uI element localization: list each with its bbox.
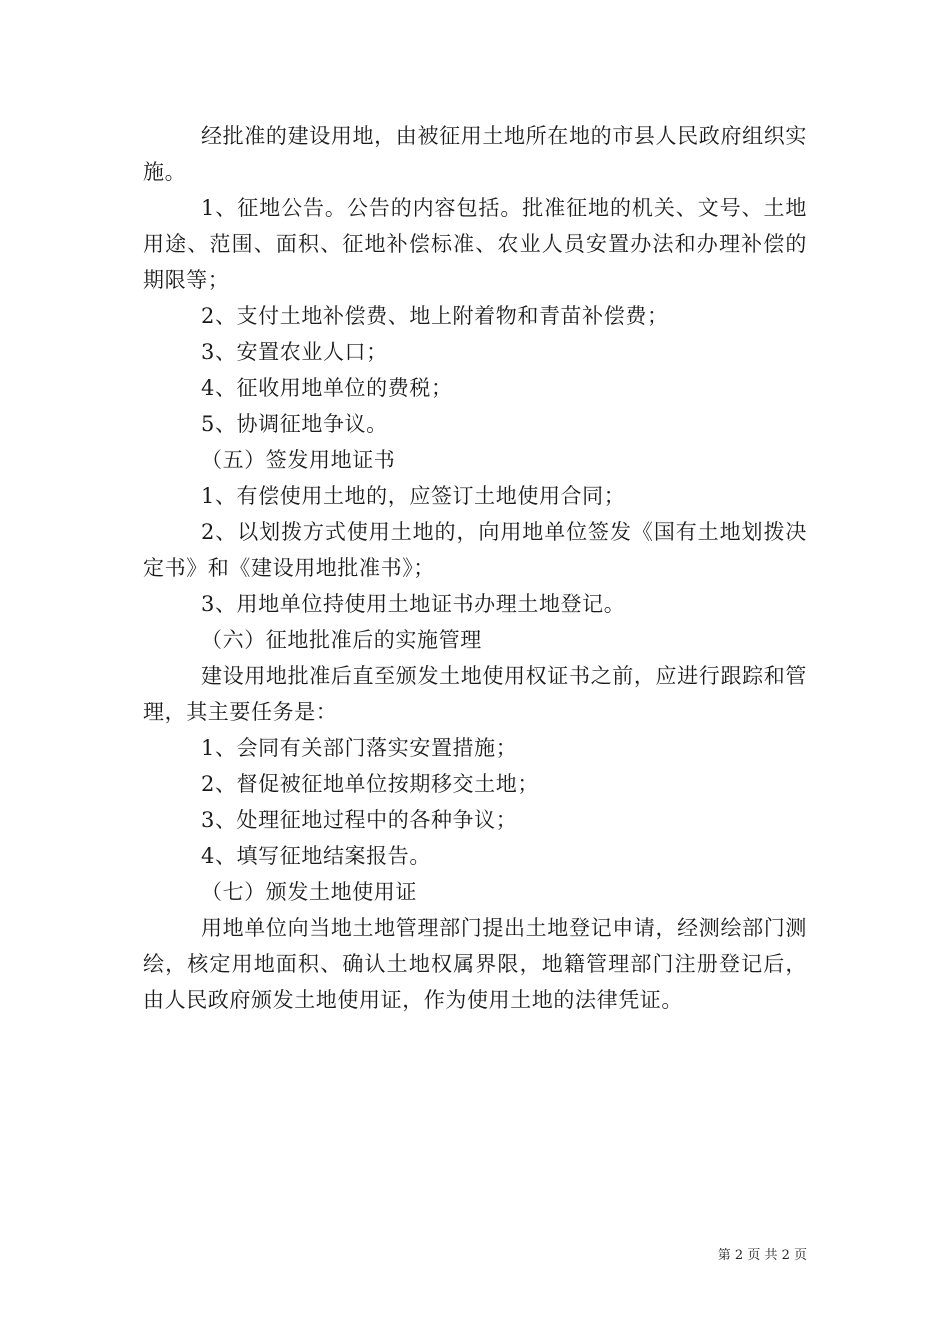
paragraph: 1、征地公告。公告的内容包括。批准征地的机关、文号、土地用途、范围、面积、征地补偿标准、农业人员安置办法和办理补偿的期限等； [143, 196, 807, 292]
paragraph: 建设用地批准后直至颁发土地使用权证书之前，应进行跟踪和管理，其主要任务是： [143, 664, 807, 724]
section-heading: （五）签发用地证书 [201, 448, 396, 472]
paragraph: 2、支付土地补偿费、地上附着物和青苗补偿费； [201, 304, 669, 328]
paragraph: 1、会同有关部门落实安置措施； [201, 736, 518, 760]
paragraph: 3、用地单位持使用土地证书办理土地登记。 [201, 592, 626, 616]
paragraph: 经批准的建设用地，由被征用土地所在地的市县人民政府组织实施。 [143, 124, 807, 184]
paragraph: 用地单位向当地土地管理部门提出土地登记申请，经测绘部门测绘，核定用地面积、确认土地权属界限，地籍管理部门注册登记后，由人民政府颁发土地使用证，作为使用土地的法律凭证。 [143, 916, 807, 1012]
document-body [143, 118, 807, 1018]
section-heading: （六）征地批准后的实施管理 [201, 628, 482, 652]
paragraph: 3、安置农业人口； [201, 340, 388, 364]
paragraph: 2、以划拨方式使用土地的，向用地单位签发《国有土地划拨决定书》和《建设用地批准书》； [143, 520, 807, 580]
paragraph: 1、有偿使用土地的，应签订土地使用合同； [201, 484, 626, 508]
paragraph: 4、征收用地单位的费税； [201, 376, 453, 400]
section-heading: （七）颁发土地使用证 [201, 880, 417, 904]
paragraph: 4、填写征地结案报告。 [201, 844, 431, 868]
page-number-footer: 第 2 页 共 2 页 [717, 1248, 807, 1263]
paragraph: 3、处理征地过程中的各种争议； [201, 808, 518, 832]
paragraph: 2、督促被征地单位按期移交土地； [201, 772, 539, 796]
paragraph: 5、协调征地争议。 [201, 412, 388, 436]
